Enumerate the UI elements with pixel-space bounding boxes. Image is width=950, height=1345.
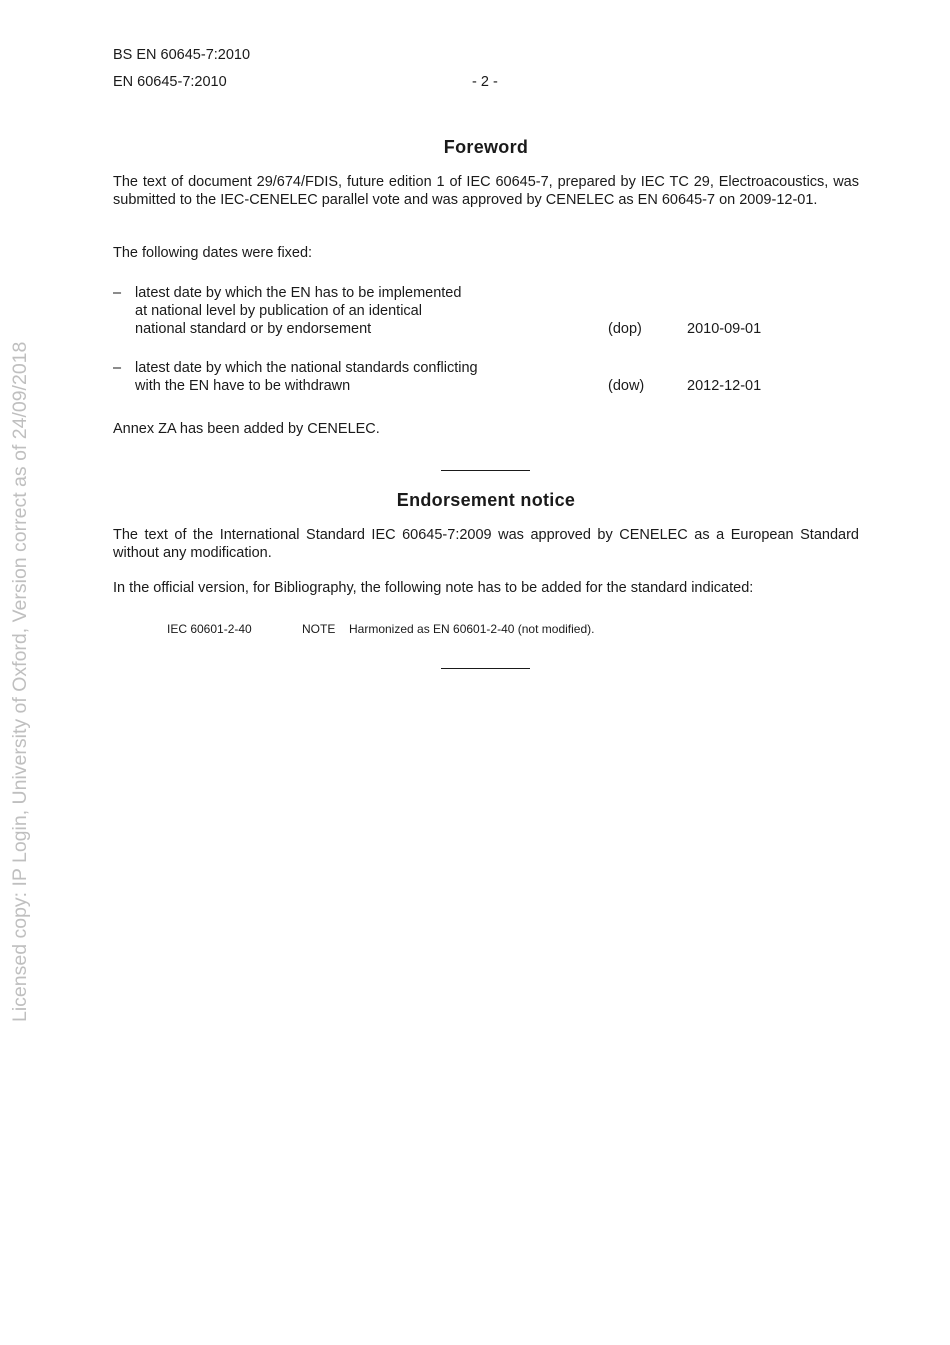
end-divider xyxy=(441,668,530,669)
date-value: 2010-09-01 xyxy=(687,321,762,337)
note-label: NOTE xyxy=(302,622,336,636)
note-standard-ref: IEC 60601-2-40 xyxy=(167,622,252,636)
annex-note: Annex ZA has been added by CENELEC. xyxy=(113,421,380,437)
list-dash: – xyxy=(113,285,122,301)
endorsement-heading: Endorsement notice xyxy=(396,490,576,510)
date-code: (dop) xyxy=(608,321,642,337)
date-item-line: with the EN have to be withdrawn xyxy=(135,378,351,394)
foreword-intro: The text of document 29/674/FDIS, future edition 1 of IEC 60645-7, prepared by IEC TC 29, Electroacoustics, was submitted to the IEC-CENELEC parallel vote and was approved by CENELEC as EN 60645-7 on 2009-12-01. xyxy=(113,174,859,208)
date-value: 2012-12-01 xyxy=(687,378,762,394)
header-en-id: EN 60645-7:2010 xyxy=(113,74,227,90)
official-version-text: In the official version, for Bibliography, the following note has to be added for the standard indicated: xyxy=(113,580,754,596)
date-item-line: national standard or by endorsement xyxy=(135,321,372,337)
section-divider xyxy=(441,470,530,471)
date-item-text xyxy=(135,359,535,395)
date-item-text xyxy=(135,284,535,338)
foreword-heading: Foreword xyxy=(443,137,529,157)
header-bs-id: BS EN 60645-7:2010 xyxy=(113,47,251,63)
date-item-line: latest date by which the EN has to be implemented xyxy=(135,285,462,301)
page-number: - 2 - xyxy=(472,74,498,90)
list-dash: – xyxy=(113,360,122,376)
license-watermark: Licensed copy: IP Login, University of Oxford, Version correct as of 24/09/2018 xyxy=(9,341,31,1022)
date-item-line: at national level by publication of an identical xyxy=(135,303,422,319)
dates-intro: The following dates were fixed: xyxy=(113,245,313,261)
date-code: (dow) xyxy=(608,378,645,394)
endorsement-text: The text of the International Standard IEC 60645-7:2009 was approved by CENELEC as a European Standard without any modification. xyxy=(113,527,859,561)
date-item-line: latest date by which the national standards conflicting xyxy=(135,360,478,376)
note-text: Harmonized as EN 60601-2-40 (not modified). xyxy=(349,622,595,636)
